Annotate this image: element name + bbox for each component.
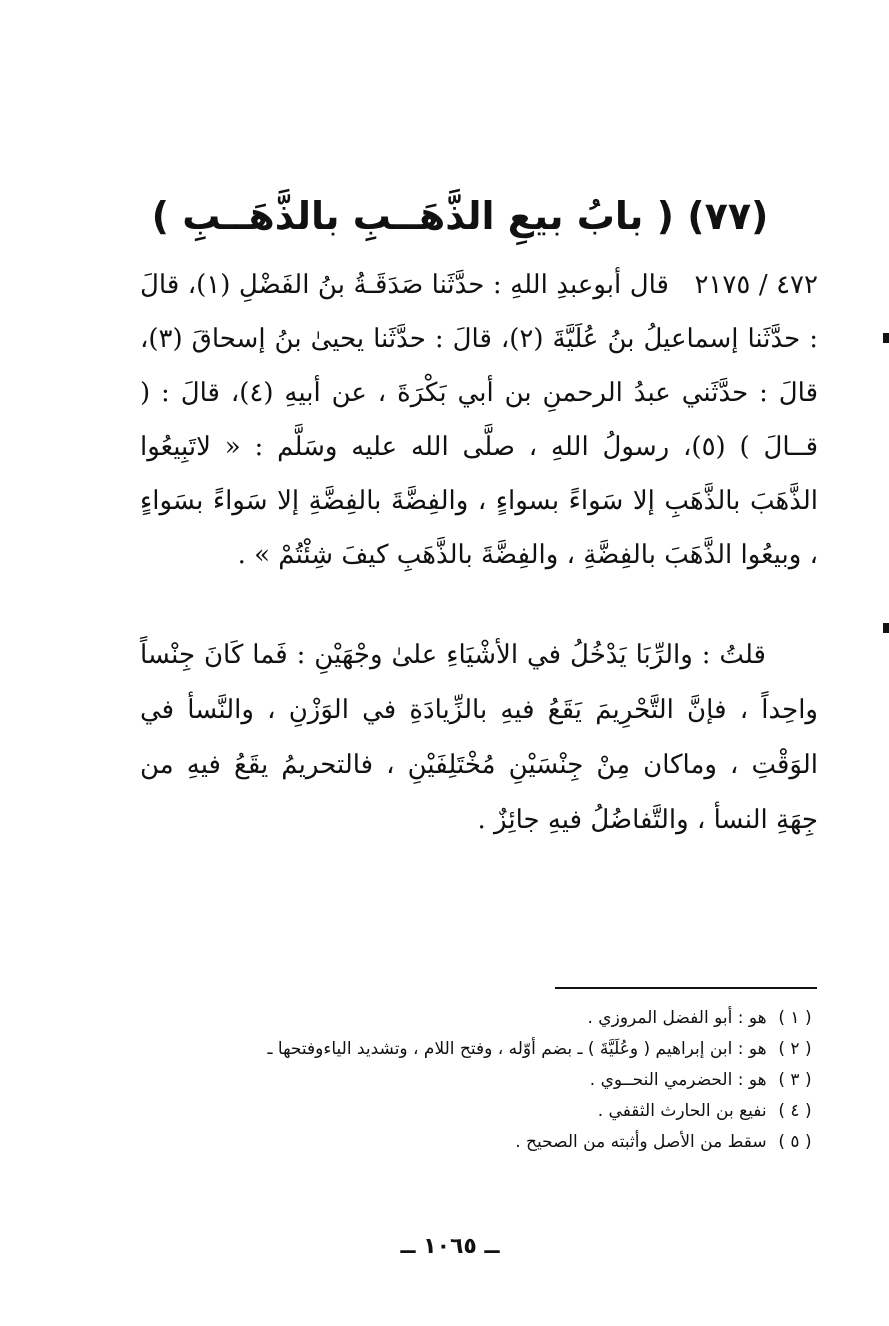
footnote-text: هو : أبو الفضل المروزي . (587, 1008, 767, 1028)
margin-mark (883, 623, 889, 633)
footnote-text: نفيع بن الحارث الثقفي . (597, 1101, 767, 1121)
commentary-block (140, 628, 818, 848)
hadith-number: ٤٧٢ / ٢١٧٥ (694, 270, 818, 300)
footnote-item (120, 1096, 818, 1127)
page-number: ــ ١٠٦٥ ــ (400, 1234, 500, 1259)
footnote-item (120, 1034, 818, 1065)
footnote-item (120, 1127, 818, 1158)
footnote-number: ( ١ ) (778, 1008, 812, 1028)
margin-mark (883, 333, 889, 343)
commentary-text: قلتُ : والرِّبَا يَدْخُلُ في الأشْيَاءِ علىٰ وجْهَيْنِ : فَما كَانَ جِنْساً واحِداً ، فإنَّ التَّحْرِيمَ يَقَعُ فيهِ بالزِّيادَةِ في الوَزْنِ ، والنَّسأ في الوَقْتِ ، وماكان مِنْ جِنْسَيْنِ مُخْتَلِفَيْنِ ، فالتحريمُ يقَعُ فيهِ من جِهَةِ النسأ ، والتَّفاضُلُ فيهِ جائِزٌ . (140, 640, 818, 835)
hadith-text: قال أبوعبدِ اللهِ : حدَّثَنا صَدَقَـةُ بنُ الفَضْلِ (١)، قالَ : حدَّثَنا إسماعيلُ بنُ عُلَيَّةَ (٢)، قالَ : حدَّثَنا يحيىٰ بنُ إسحاقَ (٣)، قالَ : حدَّثَني عبدُ الرحمنِ بن أبي بَكْرَةَ ، عن أبيهِ (٤)، قالَ : ( قــالَ ) (٥)، رسولُ اللهِ ، صلَّى الله عليه وسَلَّم : « لاتَبِيعُوا الذَّهَبَ بالذَّهَبِ إلا سَواءً بسواءٍ ، والفِضَّةَ بالفِضَّةِ إلا سَواءً بسَواءٍ ، وبيعُوا الذَّهَبَ بالفِضَّةِ ، والفِضَّةَ بالذَّهَبِ كيفَ شِئْتُمْ » . (140, 270, 819, 570)
footnote-item (120, 1065, 818, 1096)
chapter-title: (٧٧) ( بابُ بيعِ الذَّهَــبِ بالذَّهَــبِ ) (151, 194, 769, 238)
footnote-separator (555, 987, 817, 989)
footnotes-list (120, 1003, 818, 1158)
hadith-block (140, 258, 818, 582)
footnote-text: هو : ابن إبراهيم ( وعُلَيَّةَ ) ـ بضم أوّله ، وفتح اللام ، وتشديد الياءوفتحها ـ (267, 1039, 767, 1059)
footnote-number: ( ٣ ) (778, 1070, 812, 1090)
footnote-item (120, 1003, 818, 1034)
footnote-number: ( ٤ ) (778, 1101, 812, 1121)
footnote-text: هو : الحضرمي النحــوي . (589, 1070, 767, 1090)
footnote-number: ( ٢ ) (778, 1039, 812, 1059)
hadith-paragraph (140, 258, 818, 582)
footnote-text: سقط من الأصل وأثبته من الصحيح . (515, 1132, 767, 1152)
footnote-number: ( ٥ ) (778, 1132, 812, 1152)
